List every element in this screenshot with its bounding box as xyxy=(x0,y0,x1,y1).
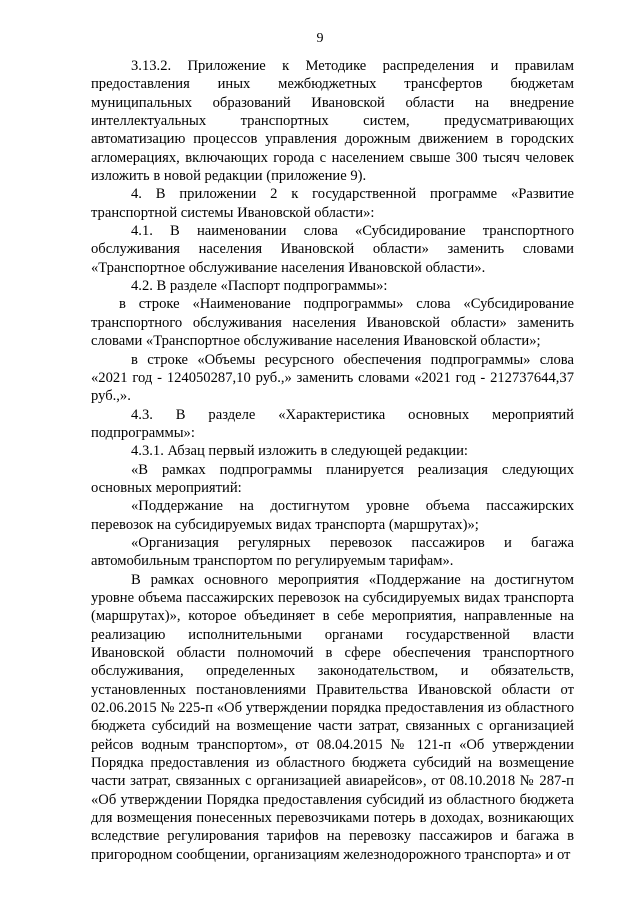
document-body xyxy=(91,57,574,864)
paragraph-4-3-1: 4.3.1. Абзац первый изложить в следующей редакции: xyxy=(131,443,468,460)
paragraph-measure-1: «Поддержание на достигнутом уровне объема пассажирских перевозок на субсидируемых видах транспорта (маршрутах)»; xyxy=(91,498,574,533)
paragraph-row-name: в строке «Наименование подпрограммы» слова «Субсидирование транспортного обслуживания населения Ивановской области» заменить словами «Транспортное обслуживание населения Ивановской области»; xyxy=(91,296,574,350)
paragraph-4-3: 4.3. В разделе «Характеристика основных мероприятий подпрограммы»: xyxy=(91,406,574,441)
paragraph-4-2: 4.2. В разделе «Паспорт подпрограммы»: xyxy=(131,278,388,295)
paragraph-measure-2: «Организация регулярных перевозок пассажиров и багажа автомобильным транспортом по регулируемым тарифам». xyxy=(91,534,574,570)
paragraph-row-volumes: в строке «Объемы ресурсного обеспечения подпрограммы» слова «2021 год - 124050287,10 руб.,» заменить словами «2021 год - 212737644,37 руб.,». xyxy=(91,351,574,405)
paragraph-4: 4. В приложении 2 к государственной программе «Развитие транспортной системы Ивановской области»: xyxy=(91,186,574,221)
paragraph-main-measure: В рамках основного мероприятия «Поддержание на достигнутом уровне объема пассажирских перевозок на субсидируемых видах транспорта (маршрутах)», которое объединяет в себе мероприятия, направленные на реализацию исполнительными органами государственной власти Ивановской области полномочий в сфере обеспечения транспортного обслуживания, определенных законодательством, и обязательств, установленных постановлениями Правительства Ивановской области от 02.06.2015 № 225-п «Об утверждении порядка предоставления из областного бюджета субсидий на возмещение части затрат, связанных с организацией рейсов водным транспортом», от 08.04.2015 № 121-п «Об утверждении Порядка предоставления из областного бюджета субсидий на возмещение части затрат, связанных с организацией авиарейсов», от 08.10.2018 № 287-п «Об утверждении Порядка предоставления субсидий из областного бюджета для возмещения понесенных перевозчиками потерь в доходах, возникающих вследствие регулирования тарифов на перевозку пассажиров и багажа в пригородном сообщении, организациям железнодорожного транспорта» и от xyxy=(91,571,574,863)
paragraph-4-1: 4.1. В наименовании слова «Субсидирование транспортного обслуживания населения Ивановской области» заменить словами «Транспортное обслуживание населения Ивановской области». xyxy=(91,223,574,276)
paragraph-quote-intro: «В рамках подпрограммы планируется реализация следующих основных мероприятий: xyxy=(91,461,574,496)
paragraph-3-13-2: 3.13.2. Приложение к Методике распределения и правилам предоставления иных межбюджетных трансфертов бюджетам муниципальных образований Ивановской области на внедрение интеллектуальных транспортных систем, предусматривающих автоматизацию процессов управления дорожным движением в городских агломерациях, включающих города с населением свыше 300 тысяч человек изложить в новой редакции (приложение 9). xyxy=(91,58,574,185)
page-number: 9 xyxy=(316,31,324,46)
